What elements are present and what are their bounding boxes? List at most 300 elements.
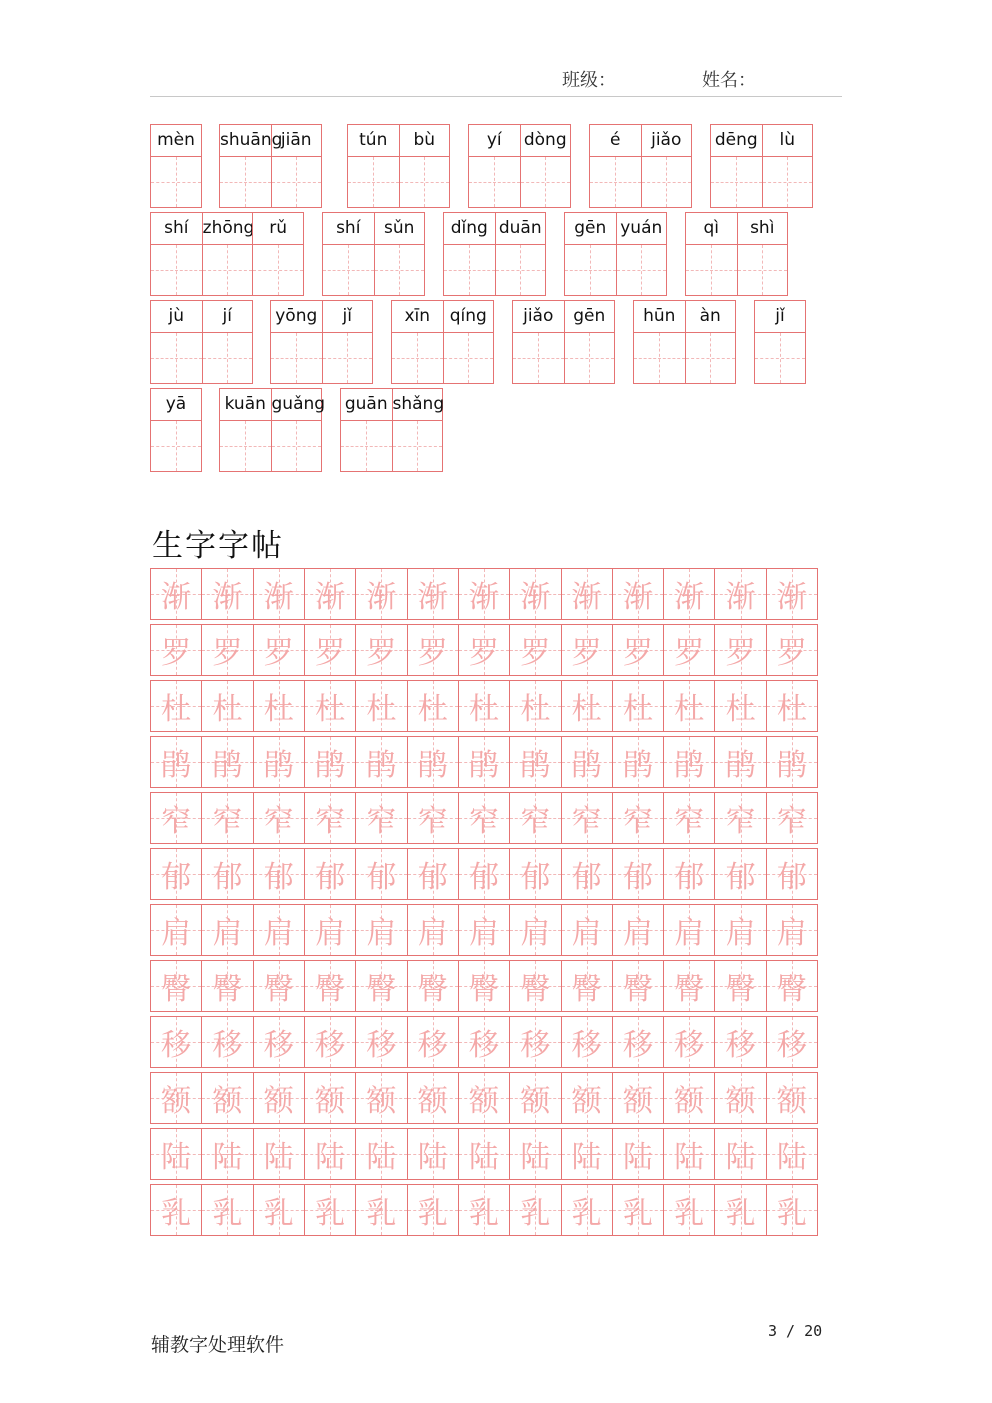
trace-character: 陆: [520, 1140, 551, 1175]
practice-cell: [714, 905, 765, 955]
trace-character: 杜: [725, 692, 756, 727]
trace-character: 陆: [212, 1140, 243, 1175]
practice-cell: [714, 961, 765, 1011]
practice-cell: [663, 681, 714, 731]
practice-cell: [612, 961, 663, 1011]
pinyin-label: hūn: [634, 301, 685, 333]
writing-box: [220, 421, 271, 471]
trace-character: 渐: [315, 580, 346, 615]
practice-cell: [663, 905, 714, 955]
trace-character: 窄: [776, 804, 807, 839]
practice-cell: [151, 1129, 201, 1179]
practice-cell: [458, 625, 509, 675]
practice-cell: [355, 905, 406, 955]
trace-character: 郁: [469, 860, 500, 895]
trace-character: 额: [674, 1084, 705, 1119]
practice-cell: [509, 625, 560, 675]
word-box: [710, 124, 813, 208]
practice-cell: [304, 1073, 355, 1123]
trace-character: 渐: [725, 580, 756, 615]
practice-cell: [355, 569, 406, 619]
trace-character: 郁: [571, 860, 602, 895]
trace-character: 罗: [520, 636, 551, 671]
trace-character: 罗: [366, 636, 397, 671]
practice-cell: [766, 905, 817, 955]
word-box: [150, 300, 253, 384]
trace-character: 罗: [725, 636, 756, 671]
practice-cell: [253, 1073, 304, 1123]
class-label: 班级：: [562, 70, 616, 91]
trace-character: 鹃: [622, 748, 653, 783]
practice-cell: [407, 793, 458, 843]
footer-software: 辅教字处理软件: [151, 1334, 285, 1356]
writing-box: [203, 245, 253, 295]
word-cell: [469, 125, 520, 207]
trace-character: 罗: [469, 636, 500, 671]
writing-box: [642, 157, 692, 207]
trace-character: 乳: [161, 1196, 192, 1231]
trace-character: 郁: [520, 860, 551, 895]
practice-row: [150, 904, 818, 956]
trace-character: 乳: [366, 1196, 397, 1231]
word-cell: [151, 301, 202, 383]
word-cell: [392, 389, 443, 471]
trace-character: 郁: [622, 860, 653, 895]
trace-character: 移: [469, 1028, 500, 1063]
trace-character: 窄: [315, 804, 346, 839]
practice-row: [150, 680, 818, 732]
practice-cell: [663, 1185, 714, 1235]
word-cell: [151, 389, 201, 471]
practice-cell: [663, 737, 714, 787]
trace-character: 陆: [263, 1140, 294, 1175]
writing-box: [151, 333, 202, 383]
name-label: 姓名：: [702, 70, 756, 91]
trace-character: 鹃: [263, 748, 294, 783]
trace-character: 杜: [315, 692, 346, 727]
trace-character: 移: [417, 1028, 448, 1063]
trace-character: 陆: [622, 1140, 653, 1175]
practice-cell: [612, 1129, 663, 1179]
writing-box: [203, 333, 253, 383]
practice-cell: [561, 961, 612, 1011]
practice-cell: [766, 569, 817, 619]
practice-cell: [407, 681, 458, 731]
practice-cell: [407, 849, 458, 899]
writing-box: [341, 421, 392, 471]
trace-character: 额: [212, 1084, 243, 1119]
practice-cell: [509, 1017, 560, 1067]
practice-cell: [766, 737, 817, 787]
word-cell: [737, 213, 788, 295]
practice-cell: [509, 569, 560, 619]
practice-cell: [663, 793, 714, 843]
word-cell: [399, 125, 450, 207]
practice-cell: [766, 961, 817, 1011]
trace-character: 额: [366, 1084, 397, 1119]
practice-row: [150, 568, 818, 620]
trace-character: 额: [776, 1084, 807, 1119]
practice-cell: [304, 961, 355, 1011]
practice-cell: [561, 793, 612, 843]
pinyin-label: yí: [469, 125, 520, 157]
trace-character: 移: [725, 1028, 756, 1063]
trace-character: 鹃: [212, 748, 243, 783]
trace-character: 罗: [571, 636, 602, 671]
word-cell: [590, 125, 641, 207]
writing-box: [151, 421, 201, 471]
practice-cell: [355, 849, 406, 899]
trace-character: 臀: [571, 972, 602, 1007]
trace-character: 肩: [725, 916, 756, 951]
writing-box: [151, 245, 202, 295]
trace-character: 乳: [725, 1196, 756, 1231]
trace-character: 陆: [674, 1140, 705, 1175]
practice-cell: [201, 1129, 252, 1179]
trace-character: 乳: [263, 1196, 294, 1231]
pinyin-label: jiān: [272, 125, 322, 157]
trace-character: 杜: [366, 692, 397, 727]
practice-cell: [714, 1185, 765, 1235]
trace-character: 窄: [622, 804, 653, 839]
practice-cell: [714, 1073, 765, 1123]
trace-character: 郁: [366, 860, 397, 895]
trace-character: 额: [725, 1084, 756, 1119]
trace-character: 杜: [571, 692, 602, 727]
practice-cell: [407, 1017, 458, 1067]
practice-cell: [663, 1129, 714, 1179]
practice-cell: [253, 961, 304, 1011]
trace-character: 额: [622, 1084, 653, 1119]
word-cell: [323, 213, 374, 295]
writing-box: [763, 157, 813, 207]
trace-character: 杜: [776, 692, 807, 727]
practice-cell: [561, 569, 612, 619]
pinyin-label: sǔn: [375, 213, 425, 245]
word-cell: [755, 301, 805, 383]
practice-cell: [663, 569, 714, 619]
practice-cell: [509, 961, 560, 1011]
trace-character: 臀: [366, 972, 397, 1007]
practice-cell: [714, 737, 765, 787]
practice-cell: [561, 625, 612, 675]
practice-cell: [304, 625, 355, 675]
practice-cell: [766, 1073, 817, 1123]
practice-cell: [766, 681, 817, 731]
word-box: [589, 124, 692, 208]
practice-cell: [201, 569, 252, 619]
trace-character: 鹃: [315, 748, 346, 783]
practice-cell: [253, 737, 304, 787]
practice-cell: [458, 569, 509, 619]
trace-character: 乳: [776, 1196, 807, 1231]
trace-character: 渐: [161, 580, 192, 615]
trace-character: 郁: [161, 860, 192, 895]
word-box: [512, 300, 615, 384]
word-box: [633, 300, 736, 384]
practice-cell: [509, 1129, 560, 1179]
practice-cell: [355, 681, 406, 731]
writing-box: [272, 157, 322, 207]
trace-character: 窄: [263, 804, 294, 839]
trace-character: 鹃: [469, 748, 500, 783]
trace-character: 杜: [263, 692, 294, 727]
pinyin-label: qíng: [444, 301, 494, 333]
practice-cell: [561, 849, 612, 899]
pinyin-label: jǐ: [323, 301, 373, 333]
practice-cell: [304, 569, 355, 619]
header-divider: [150, 96, 842, 97]
word-cell: [252, 213, 303, 295]
writing-box: [755, 333, 805, 383]
word-cell: [444, 213, 495, 295]
practice-cell: [151, 625, 201, 675]
trace-character: 肩: [212, 916, 243, 951]
trace-character: 郁: [212, 860, 243, 895]
practice-cell: [151, 681, 201, 731]
practice-cell: [509, 905, 560, 955]
pinyin-label: jù: [151, 301, 202, 333]
pinyin-label: guān: [341, 389, 392, 421]
practice-row: [150, 1016, 818, 1068]
trace-character: 渐: [366, 580, 397, 615]
trace-character: 乳: [417, 1196, 448, 1231]
pinyin-label: dǐng: [444, 213, 495, 245]
pinyin-label: xīn: [392, 301, 443, 333]
word-box: [685, 212, 788, 296]
pinyin-label: yōng: [271, 301, 322, 333]
trace-character: 肩: [571, 916, 602, 951]
practice-cell: [407, 737, 458, 787]
writing-box: [711, 157, 762, 207]
trace-character: 鹃: [366, 748, 397, 783]
practice-cell: [766, 793, 817, 843]
trace-character: 移: [520, 1028, 551, 1063]
word-cell: [520, 125, 571, 207]
word-cell: [513, 301, 564, 383]
practice-cell: [151, 849, 201, 899]
trace-character: 肩: [469, 916, 500, 951]
writing-box: [469, 157, 520, 207]
practice-cell: [612, 1017, 663, 1067]
trace-character: 罗: [417, 636, 448, 671]
practice-cell: [407, 625, 458, 675]
practice-cell: [201, 625, 252, 675]
trace-character: 额: [571, 1084, 602, 1119]
practice-cell: [663, 625, 714, 675]
pinyin-label: yā: [151, 389, 201, 421]
word-box: [150, 212, 304, 296]
trace-character: 窄: [417, 804, 448, 839]
word-cell: [220, 389, 271, 471]
trace-character: 罗: [315, 636, 346, 671]
practice-cell: [561, 1129, 612, 1179]
pinyin-label: jǐ: [755, 301, 805, 333]
word-cell: [348, 125, 399, 207]
writing-box: [323, 245, 374, 295]
writing-box: [444, 333, 494, 383]
trace-character: 渐: [776, 580, 807, 615]
trace-character: 鹃: [571, 748, 602, 783]
word-cell: [565, 213, 616, 295]
practice-cell: [714, 569, 765, 619]
practice-row: [150, 736, 818, 788]
trace-character: 乳: [520, 1196, 551, 1231]
practice-cell: [304, 737, 355, 787]
practice-cell: [253, 793, 304, 843]
trace-character: 罗: [622, 636, 653, 671]
pinyin-label: mèn: [151, 125, 201, 157]
word-box: [347, 124, 450, 208]
practice-cell: [714, 849, 765, 899]
practice-cell: [151, 1185, 201, 1235]
word-box: [754, 300, 806, 384]
practice-cell: [355, 961, 406, 1011]
trace-character: 窄: [571, 804, 602, 839]
practice-cell: [612, 625, 663, 675]
practice-cell: [509, 681, 560, 731]
writing-box: [634, 333, 685, 383]
trace-character: 陆: [725, 1140, 756, 1175]
practice-row: [150, 1184, 818, 1236]
word-cell: [634, 301, 685, 383]
trace-character: 渐: [212, 580, 243, 615]
practice-cell: [201, 793, 252, 843]
trace-character: 窄: [520, 804, 551, 839]
practice-cell: [253, 849, 304, 899]
practice-cell: [407, 961, 458, 1011]
practice-cell: [304, 1129, 355, 1179]
trace-character: 移: [776, 1028, 807, 1063]
practice-cell: [151, 793, 201, 843]
word-cell: [374, 213, 425, 295]
trace-character: 鹃: [161, 748, 192, 783]
trace-character: 移: [674, 1028, 705, 1063]
practice-cell: [151, 569, 201, 619]
practice-cell: [201, 961, 252, 1011]
practice-cell: [509, 849, 560, 899]
practice-cell: [458, 1185, 509, 1235]
trace-character: 臀: [417, 972, 448, 1007]
pinyin-label: gēn: [565, 213, 616, 245]
trace-character: 窄: [212, 804, 243, 839]
pinyin-label: shǎng: [393, 389, 443, 421]
trace-character: 窄: [366, 804, 397, 839]
word-cell: [686, 213, 737, 295]
practice-cell: [714, 793, 765, 843]
trace-character: 杜: [417, 692, 448, 727]
practice-cell: [766, 1017, 817, 1067]
practice-cell: [304, 1185, 355, 1235]
trace-character: 额: [469, 1084, 500, 1119]
pinyin-label: dòng: [521, 125, 571, 157]
practice-cell: [509, 737, 560, 787]
word-box: [150, 388, 202, 472]
writing-box: [348, 157, 399, 207]
trace-character: 郁: [674, 860, 705, 895]
practice-cell: [304, 681, 355, 731]
trace-character: 乳: [315, 1196, 346, 1231]
practice-cell: [253, 1185, 304, 1235]
practice-cell: [151, 737, 201, 787]
trace-character: 陆: [571, 1140, 602, 1175]
word-box: [340, 388, 443, 472]
pinyin-label: shí: [151, 213, 202, 245]
word-box: [219, 124, 322, 208]
writing-box: [565, 245, 616, 295]
pinyin-label: é: [590, 125, 641, 157]
practice-cell: [612, 793, 663, 843]
word-cell: [443, 301, 494, 383]
trace-character: 乳: [674, 1196, 705, 1231]
practice-cell: [304, 1017, 355, 1067]
word-cell: [271, 125, 322, 207]
practice-cell: [714, 1017, 765, 1067]
word-box: [468, 124, 571, 208]
trace-character: 乳: [469, 1196, 500, 1231]
practice-cell: [612, 849, 663, 899]
practice-cell: [151, 961, 201, 1011]
trace-character: 乳: [212, 1196, 243, 1231]
word-cell: [564, 301, 615, 383]
practice-cell: [355, 1073, 406, 1123]
trace-character: 额: [520, 1084, 551, 1119]
pinyin-label: dēng: [711, 125, 762, 157]
trace-character: 臀: [469, 972, 500, 1007]
writing-box: [590, 157, 641, 207]
practice-row: [150, 848, 818, 900]
pinyin-label: duān: [496, 213, 546, 245]
trace-character: 臀: [212, 972, 243, 1007]
practice-cell: [612, 569, 663, 619]
section-title: 生字字帖: [152, 528, 284, 564]
trace-character: 窄: [469, 804, 500, 839]
trace-character: 罗: [161, 636, 192, 671]
trace-character: 肩: [520, 916, 551, 951]
trace-character: 额: [417, 1084, 448, 1119]
practice-cell: [663, 1073, 714, 1123]
practice-cell: [612, 905, 663, 955]
page-number: 3 / 20: [768, 1322, 823, 1340]
practice-cell: [663, 849, 714, 899]
trace-character: 臀: [263, 972, 294, 1007]
trace-character: 郁: [725, 860, 756, 895]
trace-character: 臀: [674, 972, 705, 1007]
trace-character: 肩: [161, 916, 192, 951]
writing-box: [375, 245, 425, 295]
practice-cell: [407, 905, 458, 955]
writing-box: [617, 245, 667, 295]
practice-cell: [561, 1073, 612, 1123]
practice-row: [150, 1128, 818, 1180]
trace-character: 移: [366, 1028, 397, 1063]
practice-cell: [766, 625, 817, 675]
trace-character: 鹃: [725, 748, 756, 783]
writing-box: [400, 157, 450, 207]
practice-cell: [561, 1185, 612, 1235]
pinyin-label: shí: [323, 213, 374, 245]
trace-character: 移: [263, 1028, 294, 1063]
trace-character: 肩: [674, 916, 705, 951]
practice-cell: [151, 1017, 201, 1067]
word-box: [391, 300, 494, 384]
trace-character: 窄: [725, 804, 756, 839]
practice-cell: [509, 793, 560, 843]
trace-character: 陆: [417, 1140, 448, 1175]
practice-cell: [766, 1129, 817, 1179]
trace-character: 杜: [674, 692, 705, 727]
writing-box: [253, 245, 303, 295]
